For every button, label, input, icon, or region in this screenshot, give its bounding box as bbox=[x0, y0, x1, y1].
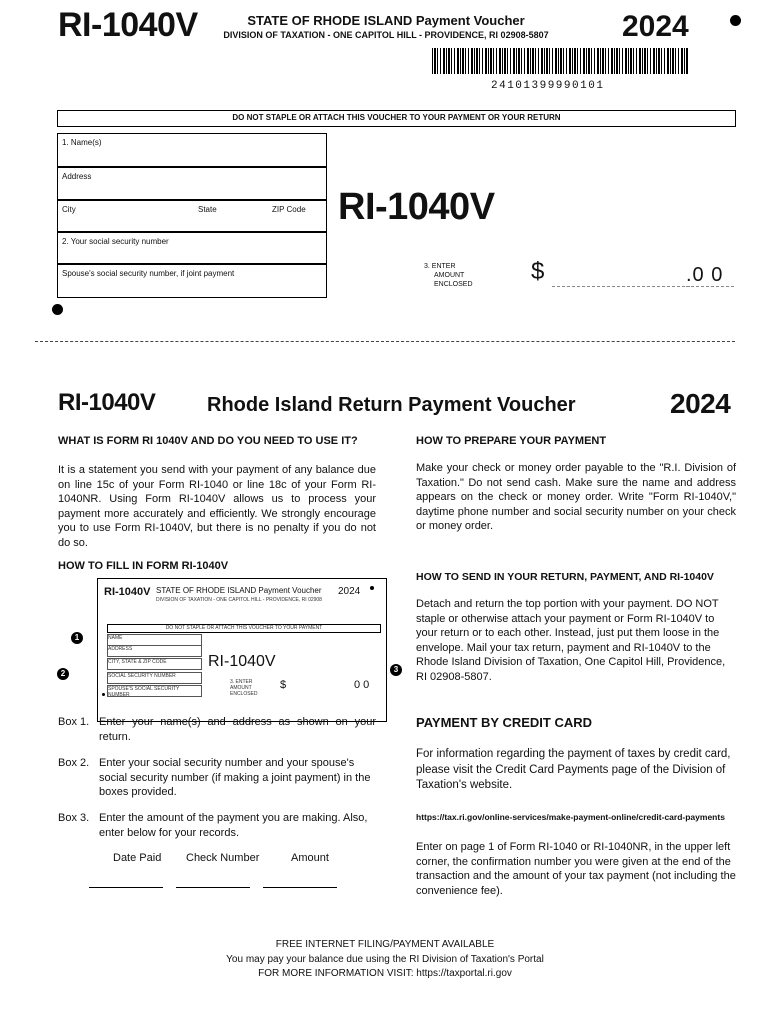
sample-cents: 0 0 bbox=[354, 679, 370, 691]
registration-dot bbox=[730, 15, 741, 26]
marker-1: 1 bbox=[71, 632, 83, 644]
what-is-heading: WHAT IS FORM RI 1040V AND DO YOU NEED TO USE IT? bbox=[58, 435, 358, 447]
instructions-title: Rhode Island Return Payment Voucher bbox=[207, 394, 576, 416]
sample-notice: DO NOT STAPLE OR ATTACH THIS VOUCHER TO YOUR PAYMENT bbox=[107, 624, 381, 633]
voucher-subtitle: DIVISION OF TAXATION - ONE CAPITOL HILL - PROVIDENCE, RI 02908-5807 bbox=[223, 30, 549, 40]
sample-ssn: SOCIAL SECURITY NUMBER bbox=[107, 672, 202, 684]
barcode bbox=[432, 48, 688, 74]
sample-name: NAME bbox=[107, 634, 202, 646]
check-number-label: Check Number bbox=[186, 852, 260, 864]
credit-card-url[interactable]: https://tax.ri.gov/online-services/make-payment-online/credit-card-payments bbox=[416, 812, 725, 822]
instructions-year: 2024 bbox=[670, 388, 731, 419]
sample-title: STATE OF RHODE ISLAND Payment Voucher bbox=[156, 586, 322, 595]
marker-3: 3 bbox=[390, 664, 402, 676]
sample-form-id: RI-1040V bbox=[104, 586, 151, 598]
send-heading: HOW TO SEND IN YOUR RETURN, PAYMENT, AND RI-1040V bbox=[416, 571, 714, 583]
sample-enter: 3. ENTER AMOUNT ENCLOSED bbox=[230, 679, 258, 697]
marker-2: 2 bbox=[57, 668, 69, 680]
voucher-year: 2024 bbox=[622, 10, 689, 43]
box1-label: Box 1. bbox=[58, 716, 90, 728]
check-number-line[interactable] bbox=[176, 887, 250, 888]
zip-label: ZIP Code bbox=[272, 205, 306, 214]
sample-year: 2024 bbox=[338, 586, 361, 597]
prepare-heading: HOW TO PREPARE YOUR PAYMENT bbox=[416, 435, 607, 447]
address-field[interactable] bbox=[57, 167, 327, 200]
sample-voucher bbox=[97, 578, 387, 722]
amount-label bbox=[424, 262, 473, 289]
amount-record-line[interactable] bbox=[263, 887, 337, 888]
sample-subtitle: DIVISION OF TAXATION - ONE CAPITOL HILL - PROVIDENCE, RI 02908 bbox=[156, 597, 322, 603]
voucher-form-id: RI-1040V bbox=[58, 6, 198, 44]
voucher-stamp: RI-1040V bbox=[338, 186, 495, 228]
sample-spouse: SPOUSE'S SOCIAL SECURITY NUMBER bbox=[107, 685, 202, 697]
sample-address: ADDRESS bbox=[107, 645, 202, 657]
address-label: Address bbox=[62, 172, 92, 181]
amount-label-line2: AMOUNT bbox=[434, 272, 465, 279]
spouse-ssn-field[interactable] bbox=[57, 264, 327, 298]
sample-dot bbox=[370, 586, 374, 590]
box3-label: Box 3. bbox=[58, 812, 90, 824]
dollar-sign: $ bbox=[531, 258, 545, 285]
prepare-text: Make your check or money order payable to the "R.I. Division of Taxation." Do not send cash. Make sure the name and address appears on the check or money order. Write "Form RI-1040V," daytime phone number and social security number on your check or money order. bbox=[416, 462, 736, 533]
amount-cents: .0 0 bbox=[686, 264, 724, 286]
date-paid-label: Date Paid bbox=[113, 852, 162, 864]
send-text: Detach and return the top portion with your payment. DO NOT staple or otherwise attach your payment or Form RI-1040V to your return or to each other. Instead, just put them loose in the envelope. Mail your tax return, payment and RI-1040V to the Rhode Island Division of Taxation, One Capitol Hill, Providence, RI 02908-5807. bbox=[416, 598, 726, 683]
footer-line3[interactable]: FOR MORE INFORMATION VISIT: https://taxportal.ri.gov bbox=[258, 968, 512, 979]
no-staple-notice: DO NOT STAPLE OR ATTACH THIS VOUCHER TO YOUR PAYMENT OR YOUR RETURN bbox=[57, 110, 736, 127]
what-is-text: It is a statement you send with your payment of any balance due on line 15c of your Form RI-1040 or line 18c of your Form RI-1040NR. Using Form RI-1040V allows us to process your payment more accurately and efficiently. We strongly encourage you to use Form RI-1040V, but there is no penalty if you do not do so. bbox=[58, 464, 376, 549]
tear-line bbox=[35, 341, 735, 342]
credit-card-text2: Enter on page 1 of Form RI-1040 or RI-1040NR, in the upper left corner, the confirmation number you were given at the end of the transaction and the amount of your tax payment (not including the convenience fee). bbox=[416, 841, 736, 897]
sample-city: CITY, STATE & ZIP CODE bbox=[107, 658, 202, 670]
cents-input-line bbox=[686, 286, 734, 287]
box2-text: Enter your social security number and your spouse's social security number (if making a joint payment) in the boxes provided. bbox=[99, 757, 371, 799]
ssn-field[interactable] bbox=[57, 232, 327, 264]
amount-label-line3: ENCLOSED bbox=[434, 281, 473, 288]
amount-label-line1: 3. ENTER bbox=[424, 263, 456, 270]
ssn-label: 2. Your social security number bbox=[62, 237, 169, 246]
sample-stamp: RI-1040V bbox=[208, 653, 276, 670]
voucher-title: STATE OF RHODE ISLAND Payment Voucher bbox=[247, 13, 525, 28]
names-label: 1. Name(s) bbox=[62, 138, 102, 147]
credit-card-heading: PAYMENT BY CREDIT CARD bbox=[416, 715, 593, 730]
credit-card-text: For information regarding the payment of taxes by credit card, please visit the Credit Card Payments page of the Division of Taxation's website. bbox=[416, 748, 731, 791]
footer-line1: FREE INTERNET FILING/PAYMENT AVAILABLE bbox=[275, 939, 495, 950]
city-state-zip-field[interactable] bbox=[57, 200, 327, 232]
box1-text: Enter your name(s) and address as shown on your return. bbox=[99, 716, 376, 743]
how-to-fill-heading: HOW TO FILL IN FORM RI-1040V bbox=[58, 560, 229, 572]
barcode-number: 24101399990101 bbox=[491, 80, 605, 92]
amount-record-label: Amount bbox=[291, 852, 329, 864]
amount-input-line[interactable] bbox=[552, 286, 690, 287]
date-paid-line[interactable] bbox=[89, 887, 163, 888]
registration-dot-left bbox=[52, 304, 63, 315]
city-label: City bbox=[62, 205, 76, 214]
spouse-ssn-label: Spouse's social security number, if joint payment bbox=[62, 269, 235, 278]
box3-text: Enter the amount of the payment you are making. Also, enter below for your records. bbox=[99, 812, 368, 839]
sample-dollar: $ bbox=[280, 679, 287, 691]
names-field[interactable] bbox=[57, 133, 327, 167]
state-label: State bbox=[198, 205, 217, 214]
instructions-form-id: RI-1040V bbox=[58, 389, 156, 416]
sample-dot-left bbox=[102, 693, 105, 696]
box2-label: Box 2. bbox=[58, 757, 90, 769]
footer-line2: You may pay your balance due using the RI Division of Taxation's Portal bbox=[226, 954, 544, 965]
